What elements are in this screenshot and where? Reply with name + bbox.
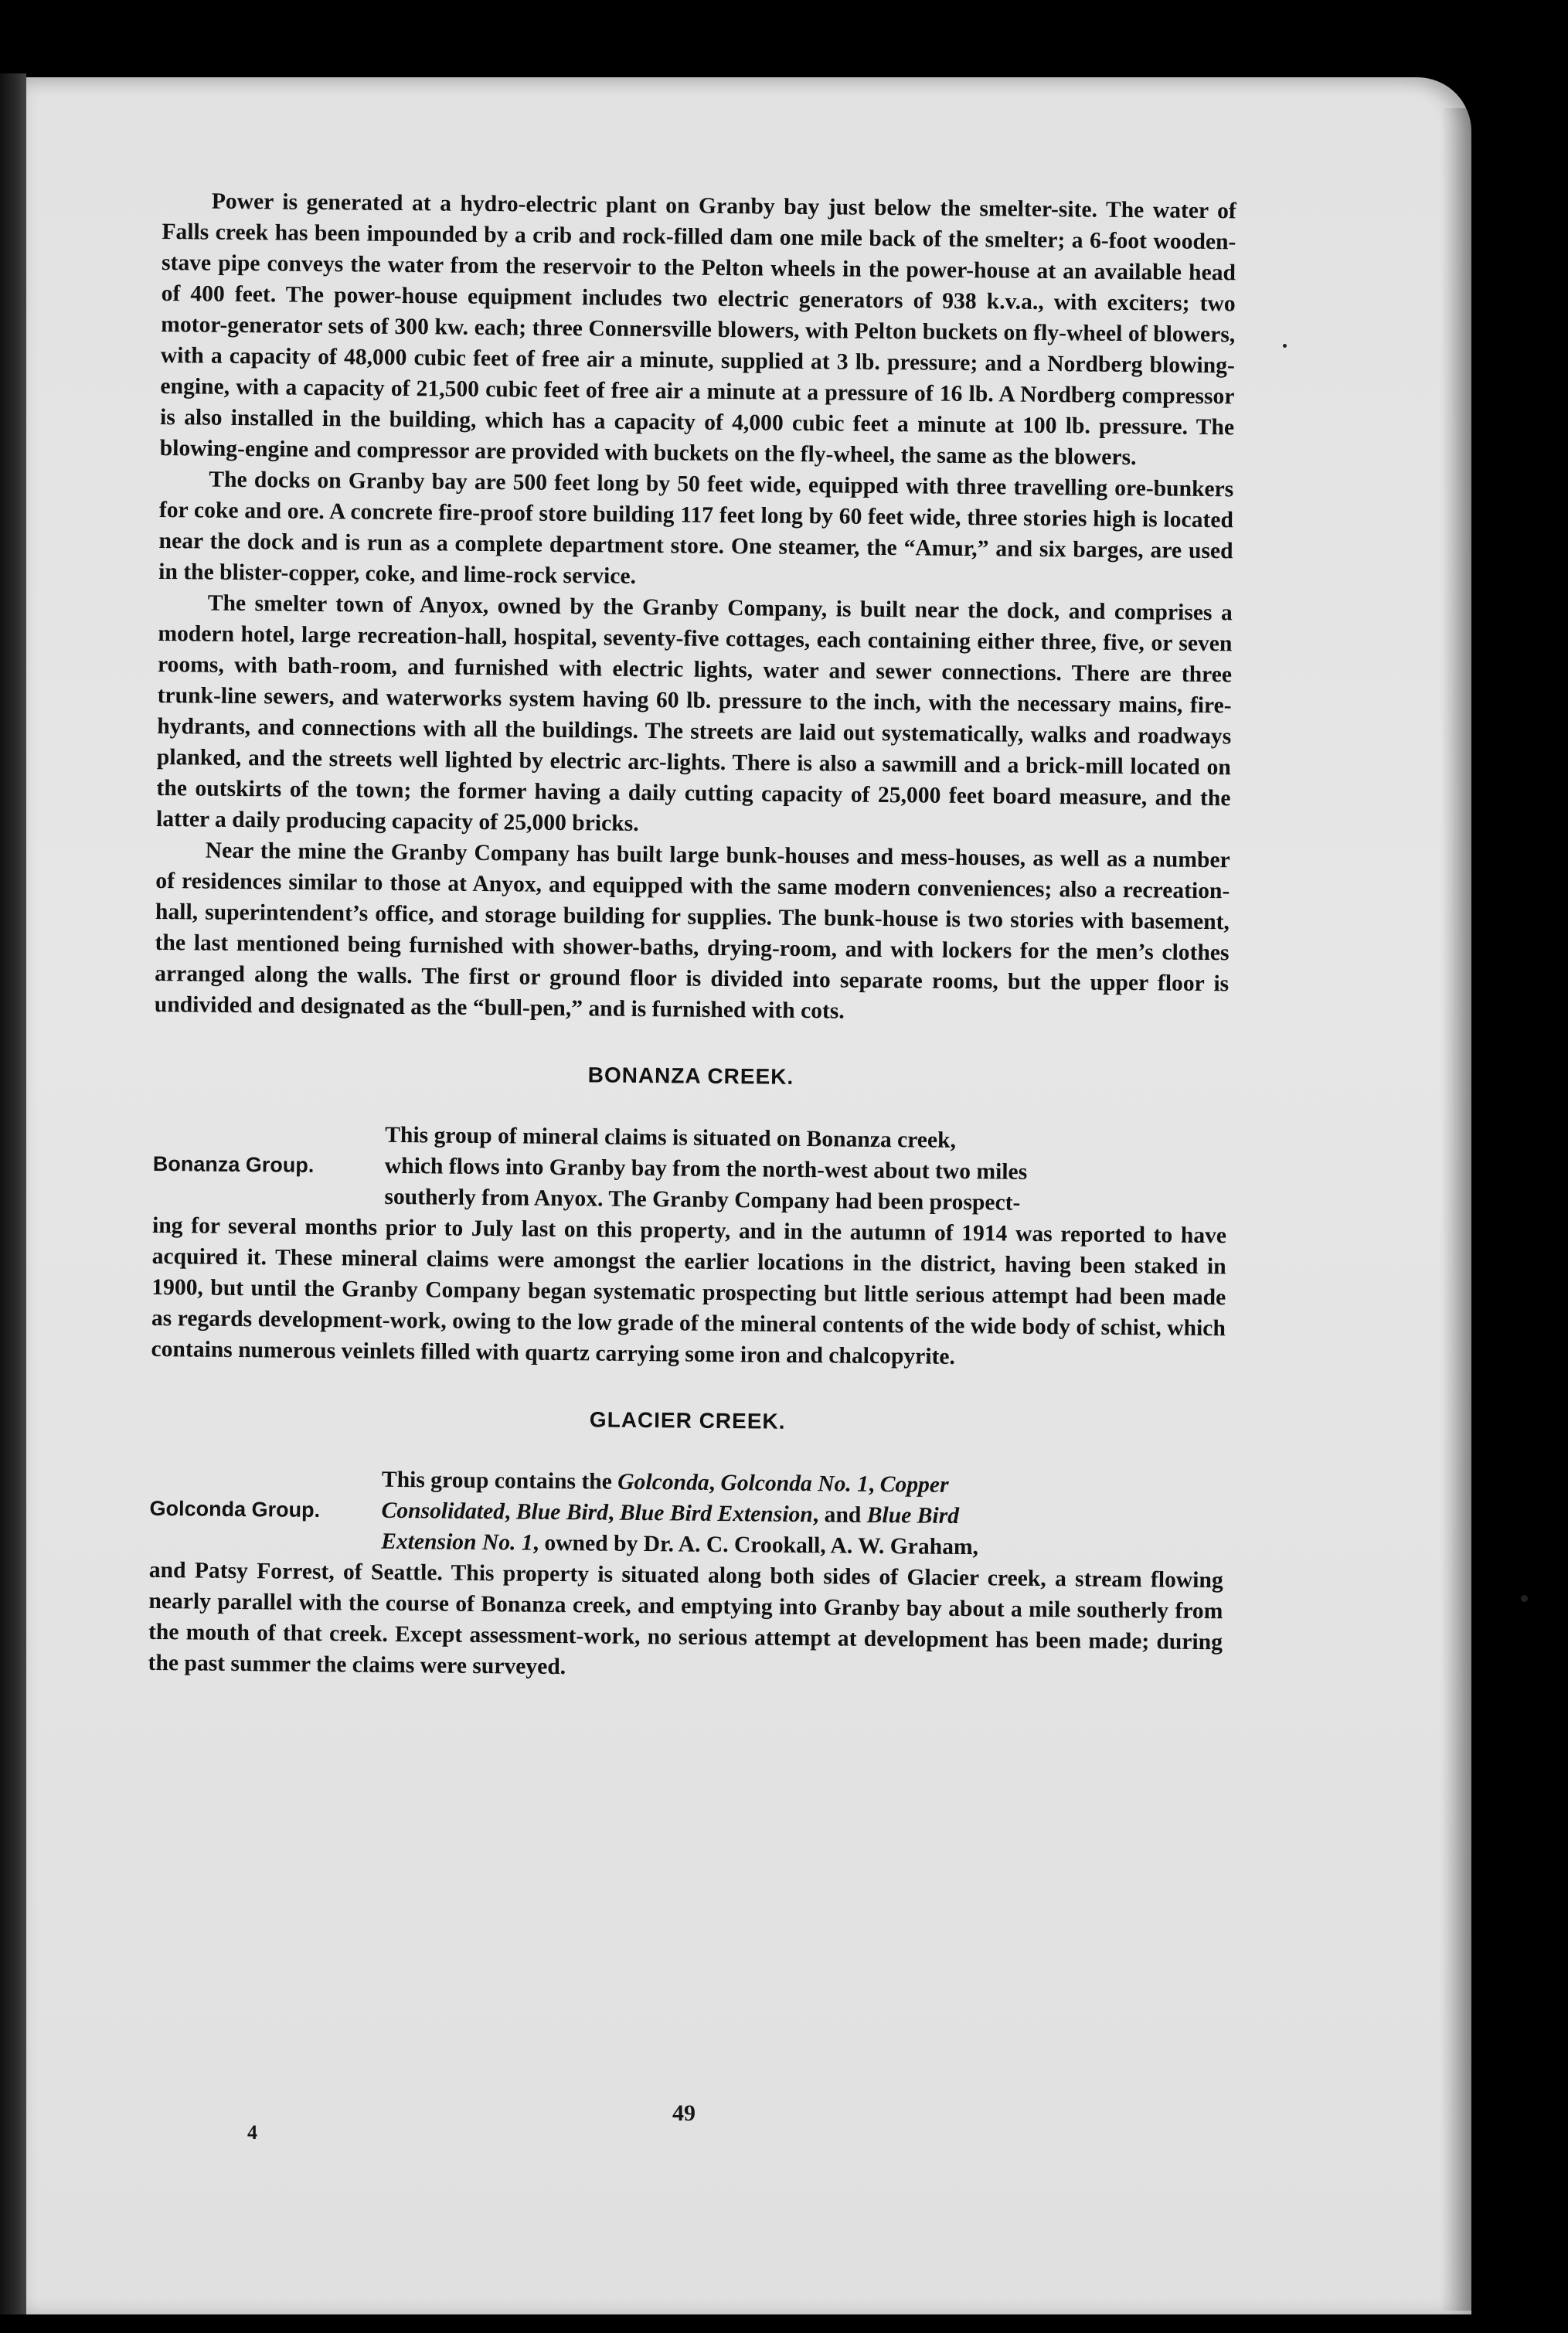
- golconda-intro: This group contains the: [381, 1467, 618, 1495]
- claim-extension-no-1: Extension No. 1: [381, 1529, 533, 1556]
- claim-blue-bird: Blue Bird: [515, 1499, 609, 1525]
- golconda-group-paragraph: [148, 1462, 1224, 1689]
- claim-copper: Copper: [879, 1471, 949, 1498]
- signature-mark: 4: [247, 2121, 257, 2144]
- book-spine-edge: [0, 73, 26, 2314]
- sep: ,: [504, 1499, 516, 1525]
- golconda-group-label: Golconda Group.: [149, 1496, 321, 1522]
- bonanza-line-1: This group of mineral claims is situated on Bonanza creek,: [385, 1122, 957, 1153]
- claim-golconda-no-1: Golconda No. 1: [720, 1471, 869, 1497]
- page-edge-shadow: [1440, 108, 1471, 2311]
- claim-blue-bird-extension: Blue Bird Extension: [619, 1500, 813, 1528]
- claim-golconda: Golconda: [617, 1469, 709, 1495]
- golconda-owners: , owned by Dr. A. C. Crookall, A. W. Graham,: [532, 1530, 979, 1560]
- sep: , and: [812, 1502, 867, 1528]
- bonanza-group-paragraph: [151, 1117, 1227, 1375]
- bonanza-line-2: which flows into Granby bay from the north-west about two miles: [384, 1153, 1028, 1185]
- dust-speck: [1283, 344, 1287, 348]
- claim-blue-bird-2: Blue Bird: [866, 1502, 960, 1529]
- heading-bonanza-creek: BONANZA CREEK.: [587, 1063, 794, 1089]
- paragraph-anyox-town: The smelter town of Anyox, owned by the Granby Company, is built near the dock, and comprises a modern hotel, large recreation-hall, hospital, seventy-five cottages, each containing either three, five, or seven rooms, with bath-room, and furnished with electric lights, water and sewer connections. There are three trunk-line sewers, and waterworks system having 60 lb. pressure to the inch, with the necessary mains, fire-hydrants, and connections with all the buildings. The streets are laid out systematically, walks and roadways planked, and the streets well lighted by electric arc-lights. There is also a sawmill and a brick-mill located on the outskirts of the town; the former having a daily cutting capacity of 25,000 feet board measure, and the latter a daily producing capacity of 25,000 bricks.: [155, 590, 1233, 836]
- page-number: 49: [672, 2100, 696, 2126]
- paragraph-power-plant: Power is generated at a hydro-electric plant on Granby bay just below the smelter-site. The water of Falls creek has been impounded by a crib and rock-filled dam one mile back of the smelter; a 6-foot wooden-stave pipe conveys the water from the reservoir to the Pelton wheels in the power-house at an available head of 400 feet. The power-house equipment includes two electric generators of 938 k.v.a., with exciters; two motor-generator sets of 300 kw. each; three Connersville blowers, with Pelton buckets on fly-wheel of blowers, with a capacity of 48,000 cubic feet of free air a minute, supplied at 3 lb. pressure; and a Nordberg blowing-engine, with a capacity of 21,500 cubic feet of free air a minute at a pressure of 16 lb. A Nordberg compressor is also installed in the building, which has a capacity of 4,000 cubic feet a minute at 100 lb. pressure. The blowing-engine and compressor are provided with buckets on the fly-wheel, the same as the blowers.: [159, 189, 1236, 471]
- page-text: [148, 185, 1236, 1689]
- bonanza-group-label: Bonanza Group.: [152, 1151, 315, 1177]
- heading-glacier-creek: GLACIER CREEK.: [589, 1407, 786, 1433]
- paragraph-docks: The docks on Granby bay are 500 feet long by 50 feet wide, equipped with three travelling ore-bunkers for coke and ore. A concrete fire-proof store building 117 feet long by 60 feet wide, three stories high is located near the dock and is run as a complete department store. One steamer, the “Amur,” and six barges, are used in the blister-copper, coke, and lime-rock service.: [158, 467, 1234, 589]
- sep: ,: [868, 1471, 880, 1497]
- dust-speck: [1521, 1595, 1528, 1602]
- paragraph-mine-buildings: Near the mine the Granby Company has built large bunk-houses and mess-houses, as well as a number of residences similar to those at Anyox, and equipped with the same modern conveniences; also a recreation-hall, superintendent’s office, and storage building for supplies. The bunk-house is two stories with basement, the last mentioned being furnished with shower-baths, drying-room, and with lockers for the men’s clothes arranged along the walls. The first or ground floor is divided into separate rooms, but the upper floor is undivided and designated as the “bull-pen,” and is furnished with cots.: [154, 838, 1230, 1024]
- sep: ,: [709, 1470, 721, 1496]
- sep: ,: [607, 1500, 621, 1525]
- claim-consolidated: Consolidated: [381, 1498, 505, 1525]
- bonanza-line-3: southerly from Anyox. The Granby Company had been prospect-: [384, 1184, 1021, 1216]
- bonanza-rest: ing for several months prior to July last on this property, and in the autumn of 1914 was reported to have acquired it. These mineral claims were amongst the earlier locations in the district, having been staked in 1900, but until the Granby Company began systematic prospecting but little serious attempt had been made as regards development-work, owing to the low grade of the mineral contents of the wide body of schist, which contains numerous veinlets filled with quartz carrying some iron and chalcopyrite.: [151, 1212, 1227, 1369]
- golconda-rest: and Patsy Forrest, of Seattle. This property is situated along both sides of Glacier creek, a stream flowing nearly parallel with the course of Bonanza creek, and emptying into Granby bay about a mile southerly from the mouth of that creek. Except assessment-work, no serious attempt at development has been made; during the past summer the claims were surveyed.: [148, 1557, 1223, 1680]
